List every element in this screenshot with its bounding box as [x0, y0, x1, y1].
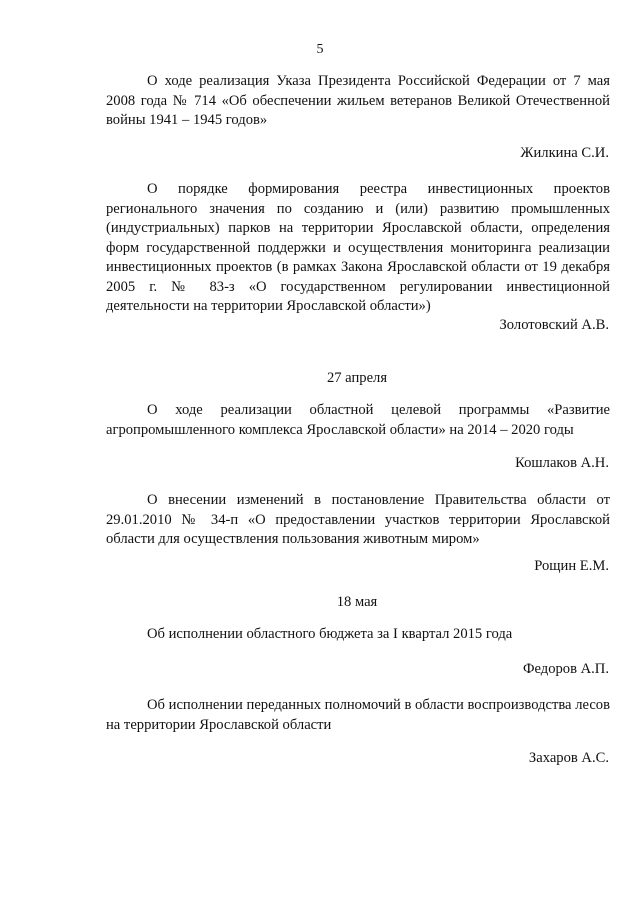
agenda-item-text: О ходе реализации областной целевой программы «Развитие агропромышленного комплекса Ярославской области» на 2014 – 2020 годы	[106, 402, 610, 438]
responsible-person: Захаров А.С.	[528, 750, 609, 766]
responsible-person: Федоров А.П.	[522, 661, 609, 677]
agenda-item-text: Об исполнении переданных полномочий в области воспроизводства лесов на территории Ярославской области	[106, 697, 610, 733]
responsible-person: Рощин Е.М.	[534, 558, 609, 574]
responsible-person: Кошлаков А.Н.	[515, 455, 609, 471]
date-heading: 18 мая	[336, 594, 378, 610]
agenda-item-text: Об исполнении областного бюджета за I квартал 2015 года	[147, 626, 513, 642]
page-number: 5	[316, 42, 324, 57]
agenda-item-text: О порядке формирования реестра инвестиционных проектов регионального значения по созданию и (или) развитию промышленных (индустриальных) парков на территории Ярославской области, определения форм государственной поддержки и осуществления мониторинга реализации инвестиционных проектов (в рамках Закона Ярославской области от 19 декабря 2005 г. № 83-з «О государственном регулировании инвестиционной деятельности на территории Ярославской области»)	[106, 181, 610, 314]
agenda-item-text: О внесении изменений в постановление Правительства области от 29.01.2010 № 34-п «О предоставлении участков территории Ярославской области для осуществления пользования животным миром»	[106, 492, 610, 547]
agenda-item-text: О ходе реализация Указа Президента Российской Федерации от 7 мая 2008 года № 714 «Об обеспечении жильем ветеранов Великой Отечественной войны 1941 – 1945 годов»	[106, 73, 610, 128]
responsible-person: Жилкина С.И.	[520, 145, 609, 161]
responsible-person: Золотовский А.В.	[499, 317, 609, 333]
date-heading: 27 апреля	[326, 370, 388, 386]
